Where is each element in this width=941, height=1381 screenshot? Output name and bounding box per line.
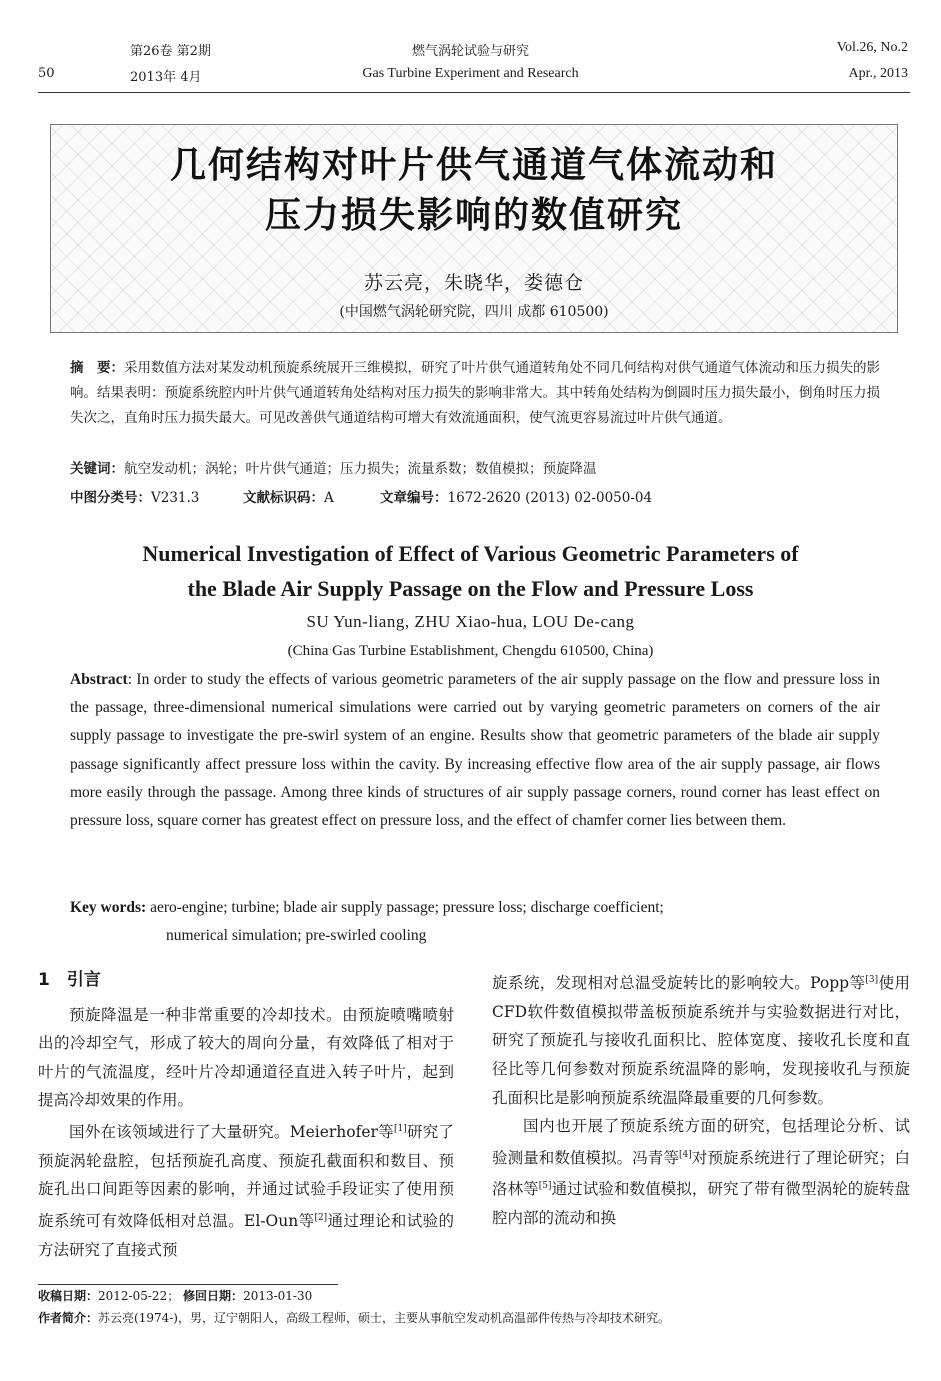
article-number bbox=[380, 486, 652, 506]
keywords-cn-label: 关键词： bbox=[70, 461, 124, 477]
intro-paragraph-1: 预旋降温是一种非常重要的冷却技术。由预旋喷嘴喷射出的冷却空气，形成了较大的周向分量，有效降低了相对于叶片的气流温度，经叶片冷却通道径直进入转子叶片，起到提高冷却效果的作用。 bbox=[38, 1005, 454, 1110]
text-span: 国外在该领域进行了大量研究。Meierhofer等 bbox=[69, 1123, 394, 1142]
clc-number bbox=[70, 486, 199, 506]
abstract-en bbox=[70, 666, 880, 835]
keywords-cn bbox=[70, 457, 880, 482]
abstract-en-label: Abstract bbox=[70, 671, 128, 688]
citation-ref: [2] bbox=[314, 1212, 328, 1223]
body-right-column bbox=[492, 966, 910, 1233]
journal-name-cn: 燃气涡轮试验与研究 bbox=[411, 44, 529, 59]
footnote-author bbox=[38, 1309, 670, 1326]
title-en-line1: Numerical Investigation of Effect of Various Geometric Parameters of bbox=[142, 541, 799, 566]
document-code bbox=[243, 486, 334, 506]
page-number: 50 bbox=[38, 66, 55, 81]
abstract-cn-text: 采用数值方法对某发动机预旋系统展开三维模拟，研究了叶片供气通道转角处不同几何结构对供气通道气体流动和压力损失的影响。结果表明：预旋系统腔内叶片供气通道转角处结构对压力损失的影响非常大。其中转角处结构为倒圆时压力损失最小，倒角时压力损失次之，直角时压力损失最大。可见改善供气通道结构可增大有效流通面积，使气流更容易流过叶片供气通道。 bbox=[70, 360, 880, 426]
article-value: 1672-2620 (2013) 02-0050-04 bbox=[447, 490, 653, 506]
affiliation-cn: (中国燃气涡轮研究院，四川 成都 610500) bbox=[339, 304, 609, 320]
body-left-column bbox=[38, 966, 454, 1264]
received-date: 2012-05-22； bbox=[98, 1289, 180, 1303]
keywords-en-line1: aero-engine; turbine; blade air supply passage; pressure loss; discharge coefficient; bbox=[150, 899, 664, 916]
title-box bbox=[50, 124, 898, 333]
text-span: 使用CFD软件数值模拟带盖板预旋系统并与实验数据进行对比，研究了预旋孔与接收孔面积比、腔体宽度、接收孔长度和直径比等几何参数对预旋系统温降的影响，发现接收孔与预旋孔面积比是影响预旋系统温降最重要的几何参数。 bbox=[492, 974, 910, 1107]
title-en-line2: the Blade Air Supply Passage on the Flow and Pressure Loss bbox=[187, 576, 754, 601]
doc-value: A bbox=[324, 490, 334, 506]
received-label: 收稿日期： bbox=[38, 1289, 99, 1303]
keywords-en bbox=[70, 894, 880, 950]
clc-label: 中图分类号： bbox=[70, 490, 151, 506]
footnote-rule bbox=[38, 1284, 338, 1285]
abstract-cn-label: 摘 要： bbox=[70, 360, 124, 376]
volume-issue-en: Vol.26, No.2 bbox=[836, 40, 908, 55]
revised-date: 2013-01-30 bbox=[243, 1289, 313, 1303]
text-span: 国内也开展了预旋系统方面的研究，包括理论分析、试验测量和数值模拟。冯青等 bbox=[492, 1117, 910, 1167]
keywords-cn-text: 航空发动机；涡轮；叶片供气通道；压力损失；流量系数；数值模拟；预旋降温 bbox=[124, 461, 597, 477]
keywords-en-line2: numerical simulation; pre-swirled cooling bbox=[166, 927, 427, 944]
authors-en: SU Yun-liang, ZHU Xiao-hua, LOU De-cang bbox=[306, 612, 635, 631]
title-cn-line1: 几何结构对叶片供气通道气体流动和 bbox=[169, 145, 778, 186]
revised-label: 修回日期： bbox=[183, 1289, 244, 1303]
doc-label: 文献标识码： bbox=[243, 490, 324, 506]
title-cn-line2: 压力损失影响的数值研究 bbox=[264, 195, 683, 236]
text-span: 研究了预旋涡轮盘腔，包括预旋孔高度、预旋孔截面积和数目、预旋孔出口间距等因素的影响，并通过试验手段证实了使用预旋系统可有效降低相对总温。El-Oun等 bbox=[38, 1123, 454, 1231]
abstract-cn bbox=[70, 356, 880, 431]
article-label: 文章编号： bbox=[380, 490, 448, 506]
keywords-en-label: Key words: bbox=[70, 899, 147, 916]
citation-ref: [3] bbox=[865, 975, 879, 985]
author-bio-label: 作者简介： bbox=[38, 1311, 99, 1325]
right-paragraph-2 bbox=[492, 1112, 910, 1233]
date-cn: 2013年 4月 bbox=[130, 70, 202, 85]
affiliation-en: (China Gas Turbine Establishment, Chengdu 610500, China) bbox=[287, 643, 654, 659]
intro-paragraph-2 bbox=[38, 1115, 454, 1264]
citation-ref: [4] bbox=[679, 1149, 692, 1160]
text-span: 通过理论和试验的方法研究了直接式预 bbox=[38, 1212, 454, 1259]
text-span: 旋系统，发现相对总温受旋转比的影响较大。Popp等 bbox=[492, 974, 866, 993]
clc-value: V231.3 bbox=[151, 490, 200, 506]
authors-cn: 苏云亮，朱晓华，娄德仓 bbox=[363, 272, 584, 294]
section-heading: 1 引言 bbox=[38, 970, 101, 990]
text-span: 通过试验和数值模拟，研究了带有微型涡轮的旋转盘腔内部的流动和换 bbox=[492, 1180, 910, 1228]
right-paragraph-1 bbox=[492, 966, 910, 1112]
date-en: Apr., 2013 bbox=[848, 66, 908, 81]
journal-name-en: Gas Turbine Experiment and Research bbox=[362, 66, 579, 81]
header-rule bbox=[38, 92, 910, 93]
abstract-en-text: : In order to study the effects of various geometric parameters of the air supply passage on the flow and pressure loss in the passage, three-dimensional numerical simulations were carried out by varying geometric parameters on corners of the air supply passage to investigate the pre-swirl system of an engine. Results show that geometric parameters of the blade air supply passage significantly affect pressure loss within the cavity. By increasing effective flow area of the air supply passage, air flows more easily through the passage. Among three kinds of structures of air supply passage corners, round corner has least effect on pressure loss, square corner has greatest effect on pressure loss, and the effect of chamfer corner lies between them. bbox=[70, 671, 880, 830]
footnote-dates bbox=[38, 1287, 312, 1304]
citation-ref: [5] bbox=[538, 1181, 552, 1192]
text-span: 对预旋系统进行了理论研究；白洛林等 bbox=[492, 1148, 910, 1199]
citation-ref: [1] bbox=[393, 1123, 407, 1134]
author-bio: 苏云亮(1974-)，男，辽宁朝阳人，高级工程师，硕士，主要从事航空发动机高温部件传热与冷却技术研究。 bbox=[98, 1311, 670, 1325]
volume-issue-cn: 第26卷 第2期 bbox=[130, 44, 211, 59]
